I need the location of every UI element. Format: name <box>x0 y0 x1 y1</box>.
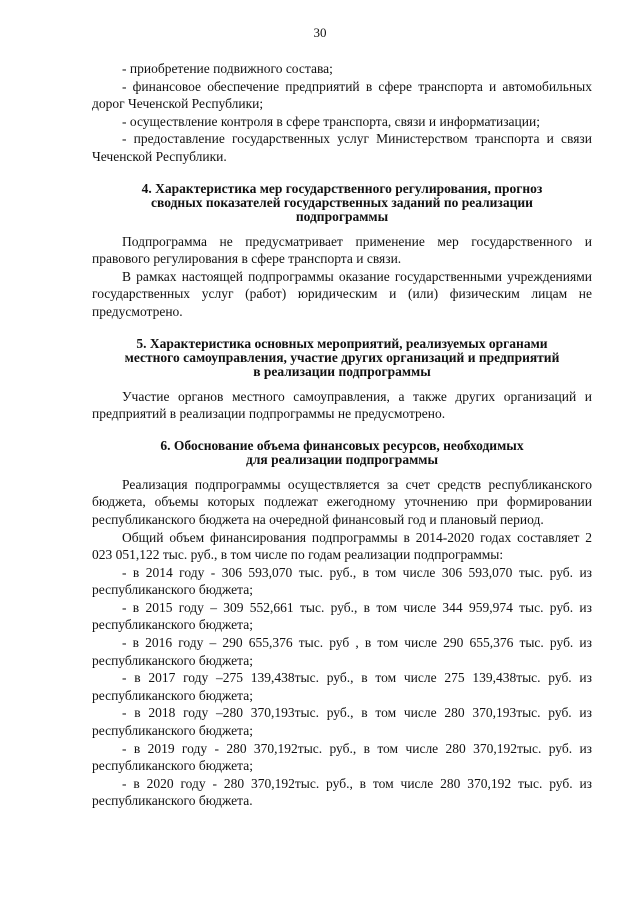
funding-year-item: - в 2019 году - 280 370,192тыс. руб., в том числе 280 370,192тыс. руб. из республиканского бюджета; <box>92 740 592 774</box>
heading-line: подпрограммы <box>295 208 389 224</box>
heading-line: в реализации подпрограммы <box>253 363 431 379</box>
bullet-item: - приобретение подвижного состава; <box>122 61 333 76</box>
section-4-heading <box>92 182 592 224</box>
funding-year-item: - в 2018 году –280 370,193тыс. руб., в том числе 280 370,193тыс. руб. из республиканского бюджета; <box>92 705 592 739</box>
heading-line: местного самоуправления, участие других организаций и предприятий <box>124 349 560 365</box>
paragraph: Реализация подпрограммы осуществляется за счет средств республиканского бюджета, объемы которых подлежат ежегодному уточнению при формировании республиканского бюджета на очередной финансовый год и плановый период. <box>92 476 592 527</box>
heading-line: 4. Характеристика мер государственного регулирования, прогноз <box>141 180 543 196</box>
funding-year-item: - в 2020 году - 280 370,192тыс. руб., в том числе 280 370,192 тыс. руб. из республиканского бюджета. <box>92 775 592 809</box>
funding-year-item: - в 2016 году – 290 655,376 тыс. руб , в том числе 290 655,376 тыс. руб. из республиканского бюджета; <box>92 635 592 668</box>
heading-line: 6. Обоснование объема финансовых ресурсов, необходимых <box>160 437 524 453</box>
page-content <box>92 60 592 810</box>
paragraph: Подпрограмма не предусматривает применение мер государственного и правового регулирования в сфере транспорта и связи. <box>92 233 592 267</box>
funding-year-item: - в 2014 году - 306 593,070 тыс. руб., в том числе 306 593,070 тыс. руб. из республиканского бюджета; <box>92 564 592 598</box>
paragraph: В рамках настоящей подпрограммы оказание государственными учреждениями государственных услуг (работ) юридическим и (или) физическим лицам не предусмотрено. <box>92 268 592 319</box>
paragraph: Общий объем финансирования подпрограммы в 2014-2020 годах составляет 2 023 051,122 тыс. руб., в том числе по годам реализации подпрограммы: <box>92 529 592 563</box>
paragraph: Участие органов местного самоуправления, а также других организаций и предприятий в реализации подпрограммы не предусмотрено. <box>92 388 592 422</box>
heading-line: для реализации подпрограммы <box>245 451 438 467</box>
heading-line: 5. Характеристика основных мероприятий, реализуемых органами <box>136 335 548 351</box>
page-number: 30 <box>313 25 327 40</box>
bullet-item: - осуществление контроля в сфере транспорта, связи и информатизации; <box>122 113 540 129</box>
bullet-item: - предоставление государственных услуг Министерством транспорта и связи Чеченской Республики. <box>92 131 592 164</box>
section-5-heading <box>92 337 592 379</box>
bullet-item: - финансовое обеспечение предприятий в сфере транспорта и автомобильных дорог Чеченской Республики; <box>92 78 592 112</box>
funding-year-item: - в 2017 году –275 139,438тыс. руб., в том числе 275 139,438тыс. руб. из республиканского бюджета; <box>92 670 592 703</box>
funding-year-item: - в 2015 году – 309 552,661 тыс. руб., в том числе 344 959,974 тыс. руб. из республиканского бюджета; <box>92 599 592 633</box>
section-6-heading <box>92 439 592 467</box>
heading-line: сводных показателей государственных заданий по реализации <box>151 194 533 210</box>
